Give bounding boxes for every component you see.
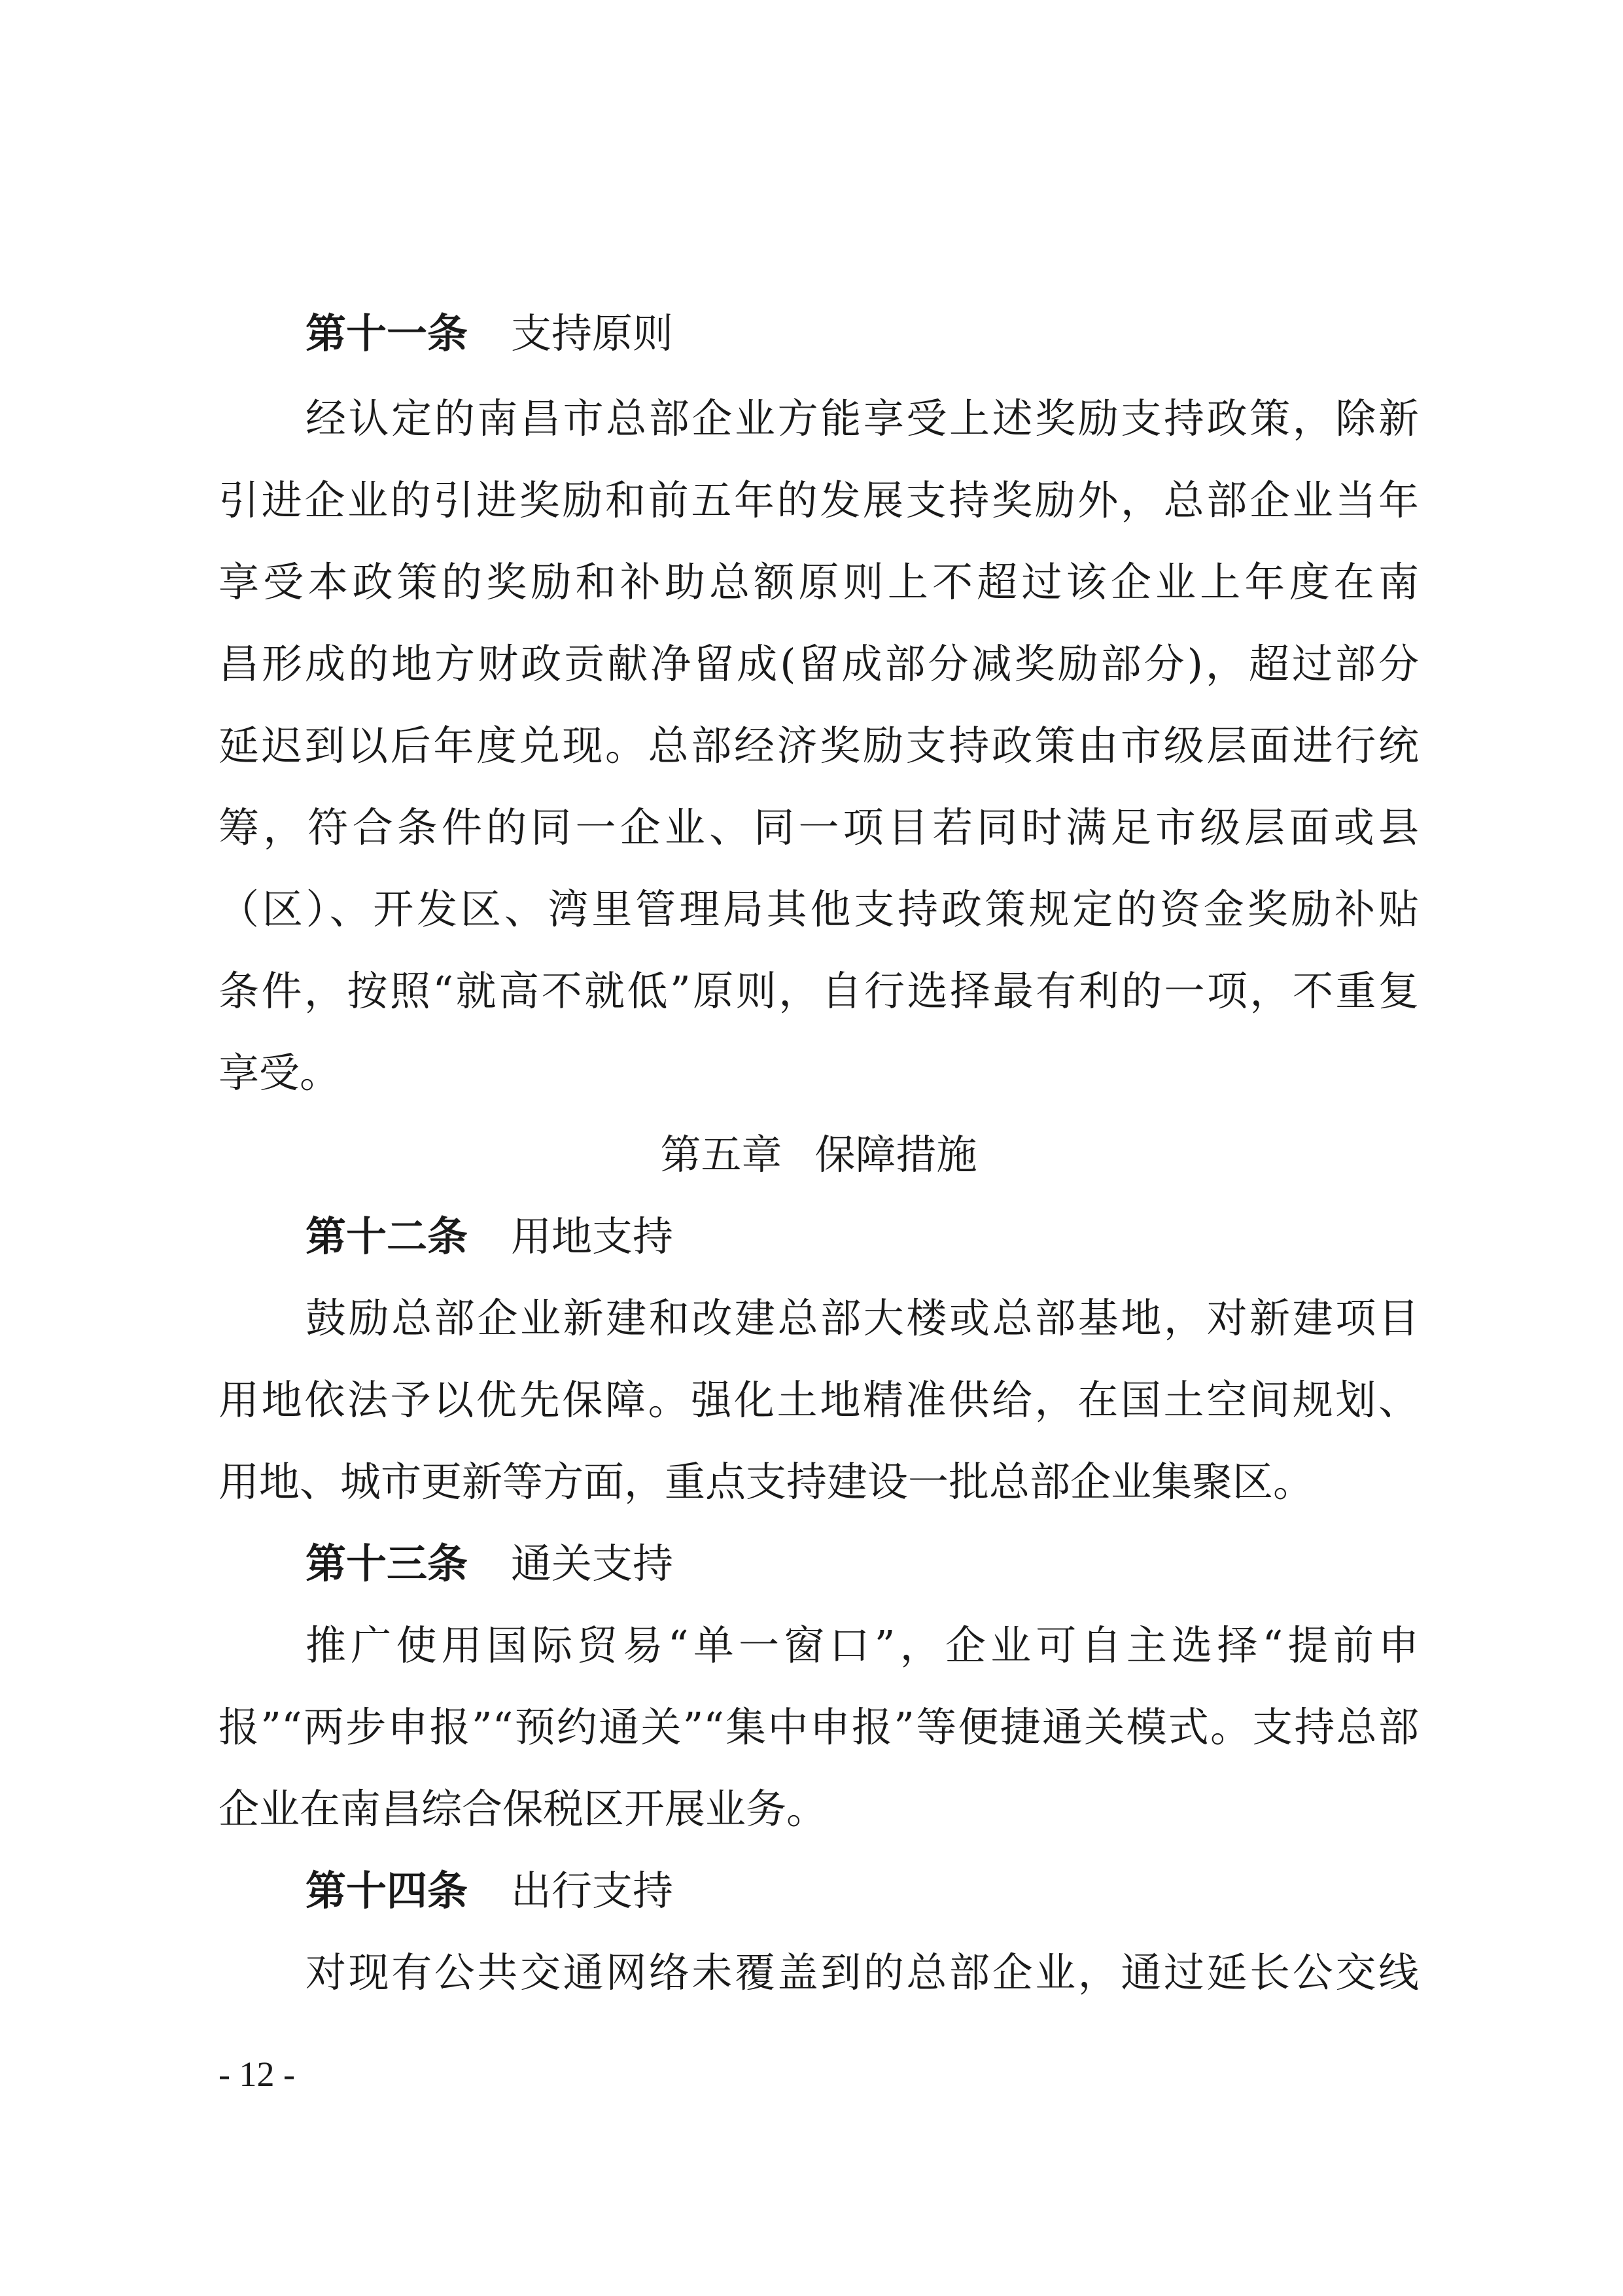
article-11-line-9: 享受。 (218, 1049, 341, 1097)
article-14-heading (305, 1865, 673, 1917)
article-12-line-3: 用地、城市更新等方面，重点支持建设一批总部企业集聚区。 (218, 1458, 1314, 1506)
article-11-number: 第十一条 (305, 309, 468, 357)
chapter-title: 保障措施 (814, 1131, 977, 1178)
article-12-line-2: 用地依法予以优先保障。强化土地精准供给，在国土空间规划、 (218, 1376, 1419, 1424)
article-13-title: 通关支持 (511, 1540, 674, 1587)
article-13-heading (305, 1538, 673, 1590)
page-number: - 12 - (218, 2055, 295, 2094)
article-14-number: 第十四条 (305, 1867, 468, 1915)
article-13-number: 第十三条 (305, 1540, 468, 1587)
article-11-line-5: 延迟到以后年度兑现。总部经济奖励支持政策由市级层面进行统 (218, 722, 1419, 769)
article-11-title: 支持原则 (511, 309, 674, 357)
article-13-line-2: 报”“两步申报”“预约通关”“集中申报”等便捷通关模式。支持总部 (218, 1703, 1419, 1751)
article-11-line-1: 经认定的南昌市总部企业方能享受上述奖励支持政策，除新 (305, 395, 1419, 442)
article-11-line-2: 引进企业的引进奖励和前五年的发展支持奖励外，总部企业当年 (218, 476, 1419, 524)
article-11-heading (305, 308, 673, 360)
article-12-heading (305, 1210, 673, 1263)
article-14-title: 出行支持 (511, 1867, 674, 1915)
article-11-line-6: 筹，符合条件的同一企业、同一项目若同时满足市级层面或县 (218, 804, 1419, 851)
article-11-line-3: 享受本政策的奖励和补助总额原则上不超过该企业上年度在南 (218, 558, 1419, 606)
article-11-line-8: 条件，按照“就高不就低”原则，自行选择最有利的一项，不重复 (218, 967, 1419, 1015)
article-12-title: 用地支持 (511, 1212, 674, 1260)
chapter-number: 第五章 (660, 1131, 782, 1178)
article-11-line-7: （区）、开发区、湾里管理局其他支持政策规定的资金奖励补贴 (218, 885, 1419, 933)
article-12-line-1: 鼓励总部企业新建和改建总部大楼或总部基地，对新建项目 (305, 1294, 1419, 1342)
document-page (218, 0, 1419, 2296)
article-13-line-1: 推广使用国际贸易“单一窗口”，企业可自主选择“提前申 (305, 1621, 1419, 1669)
article-11-line-4: 昌形成的地方财政贡献净留成(留成部分减奖励部分)，超过部分 (218, 640, 1419, 688)
article-14-line-1: 对现有公共交通网络未覆盖到的总部企业，通过延长公交线 (305, 1949, 1419, 1996)
article-13-line-3: 企业在南昌综合保税区开展业务。 (218, 1785, 828, 1833)
chapter-heading (218, 1129, 1419, 1181)
article-12-number: 第十二条 (305, 1212, 468, 1260)
